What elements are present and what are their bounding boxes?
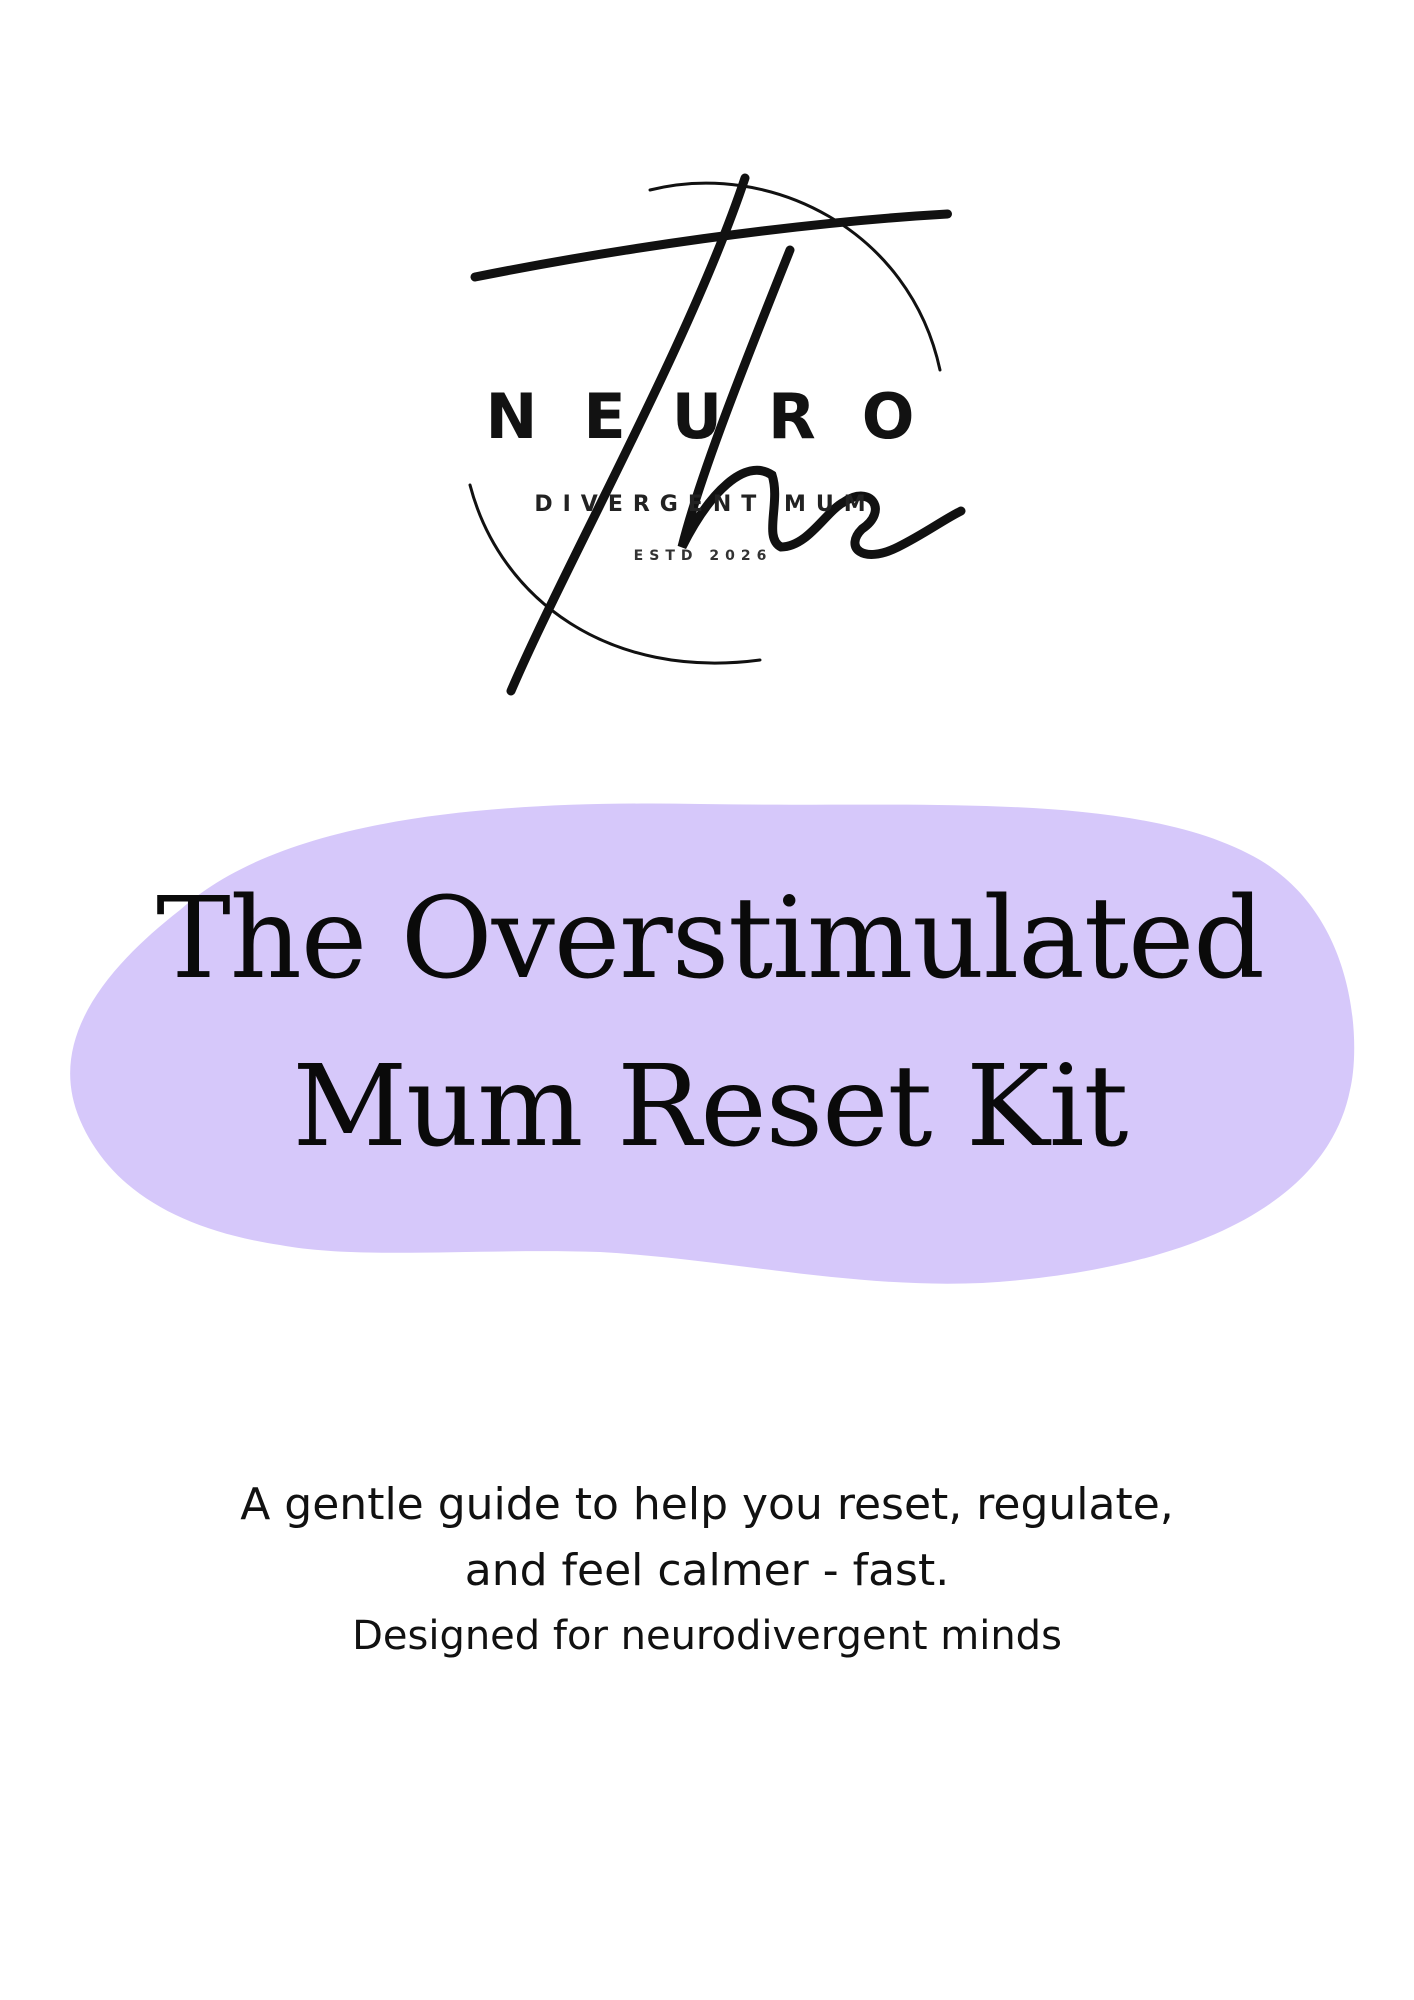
page-title (60, 855, 1360, 1191)
logo-sub-line: DIVERGENT MUM (534, 492, 876, 517)
tagline: Designed for neurodivergent minds (352, 1613, 1062, 1659)
subtitle-line-2: and feel calmer - fast. (464, 1545, 950, 1596)
subtitle-line-1: A gentle guide to help you reset, regulate, (240, 1479, 1174, 1530)
logo-main-word: NEURO (485, 380, 961, 453)
title-line-1: The Overstimulated (156, 874, 1264, 1004)
subtitle (100, 1472, 1314, 1604)
brand-logo (420, 160, 980, 700)
logo-estd: ESTD 2026 (633, 548, 773, 564)
title-line-2: Mum Reset Kit (292, 1042, 1128, 1172)
